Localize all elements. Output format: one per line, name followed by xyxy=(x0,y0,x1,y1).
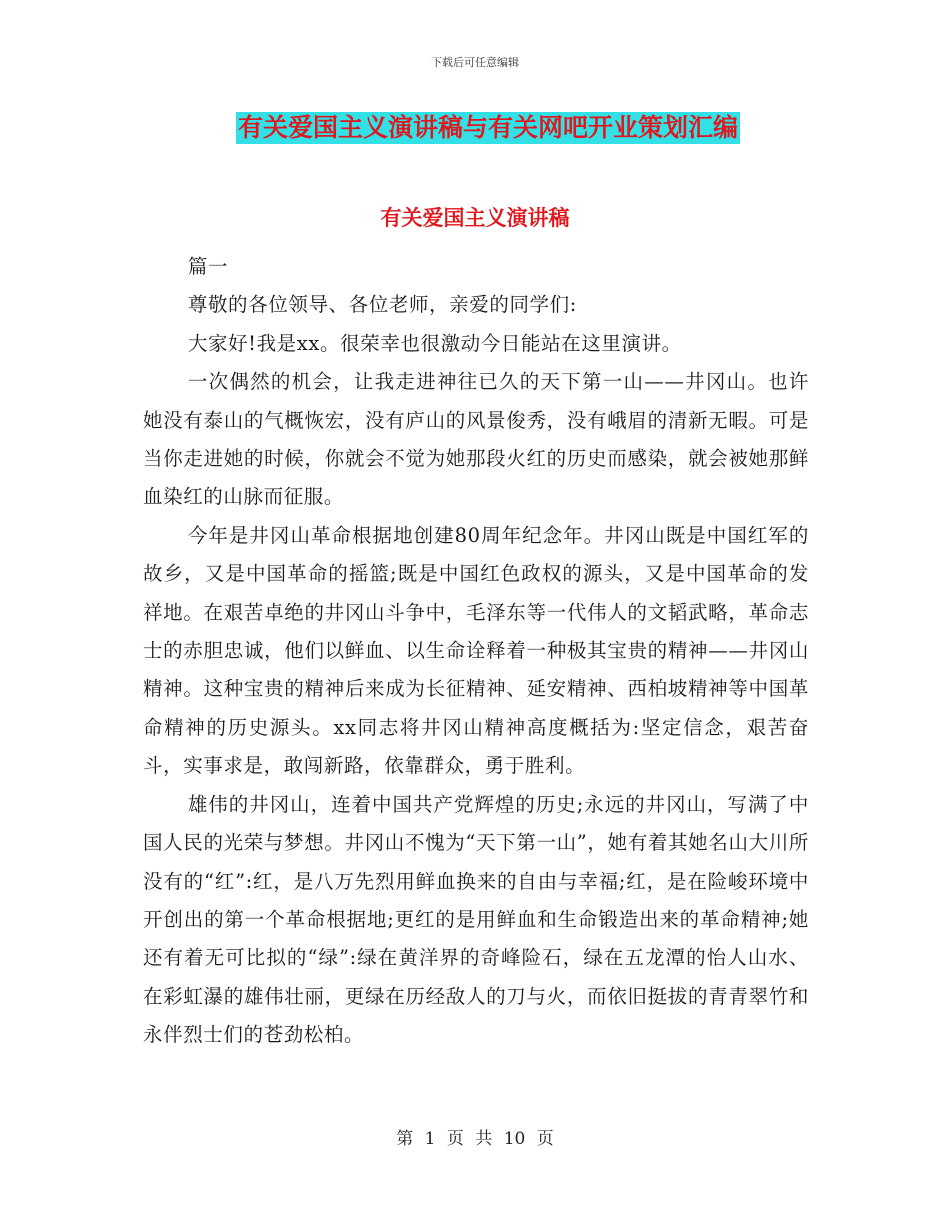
paragraph: 篇一 xyxy=(187,255,229,278)
paragraph: 今年是井冈山革命根据地创建80周年纪念年。井冈山既是中国红军的故乡，又是中国革命的摇篮;既是中国红色政权的源头，又是中国革命的发祥地。在艰苦卓绝的井冈山斗争中，毛泽东等一代伟人的文韬武略，革命志士的赤胆忠诚，他们以鲜血、以生命诠释着一种极其宝贵的精神——井冈山精神。这种宝贵的精神后来成为长征精神、延安精神、西柏坡精神等中国革命精神的历史源头。xx同志将井冈山精神高度概括为:坚定信念，艰苦奋斗，实事求是，敢闯新路，依靠群众，勇于胜利。 xyxy=(143,523,809,778)
paragraph: 大家好!我是xx。很荣幸也很激动今日能站在这里演讲。 xyxy=(187,331,682,355)
section-title: 有关爱国主义演讲稿 xyxy=(380,206,570,230)
paragraph: 一次偶然的机会，让我走进神往已久的天下第一山——井冈山。也许她没有泰山的气概恢宏，没有庐山的风景俊秀，没有峨眉的清新无暇。可是当你走进她的时候，你就会不觉为她那段火红的历史而感染，就会被她那鲜血染红的山脉而征服。 xyxy=(143,370,809,509)
paragraph: 雄伟的井冈山，连着中国共产党辉煌的历史;永远的井冈山，写满了中国人民的光荣与梦想。井冈山不愧为“天下第一山”，她有着其她名山大川所没有的“红”:红，是八万先烈用鲜血换来的自由与幸福;红，是在险峻环境中开创出的第一个革命根据地;更红的是用鲜血和生命锻造出来的革命精神;她还有着无可比拟的“绿”:绿在黄洋界的奇峰险石，绿在五龙潭的怡人山水、在彩虹瀑的雄伟壮丽，更绿在历经敌人的刀与火，而依旧挺拔的青青翠竹和永伴烈士们的苍劲松柏。 xyxy=(143,792,809,1047)
paragraph: 尊敬的各位领导、各位老师，亲爱的同学们: xyxy=(187,293,577,317)
document-body xyxy=(143,248,809,1055)
header-note: 下载后可任意编辑 xyxy=(431,56,519,69)
page-footer: 第 1 页 共 10 页 xyxy=(396,1129,554,1149)
main-title: 有关爱国主义演讲稿与有关网吧开业策划汇编 xyxy=(237,113,738,142)
main-title-wrap xyxy=(0,112,950,144)
